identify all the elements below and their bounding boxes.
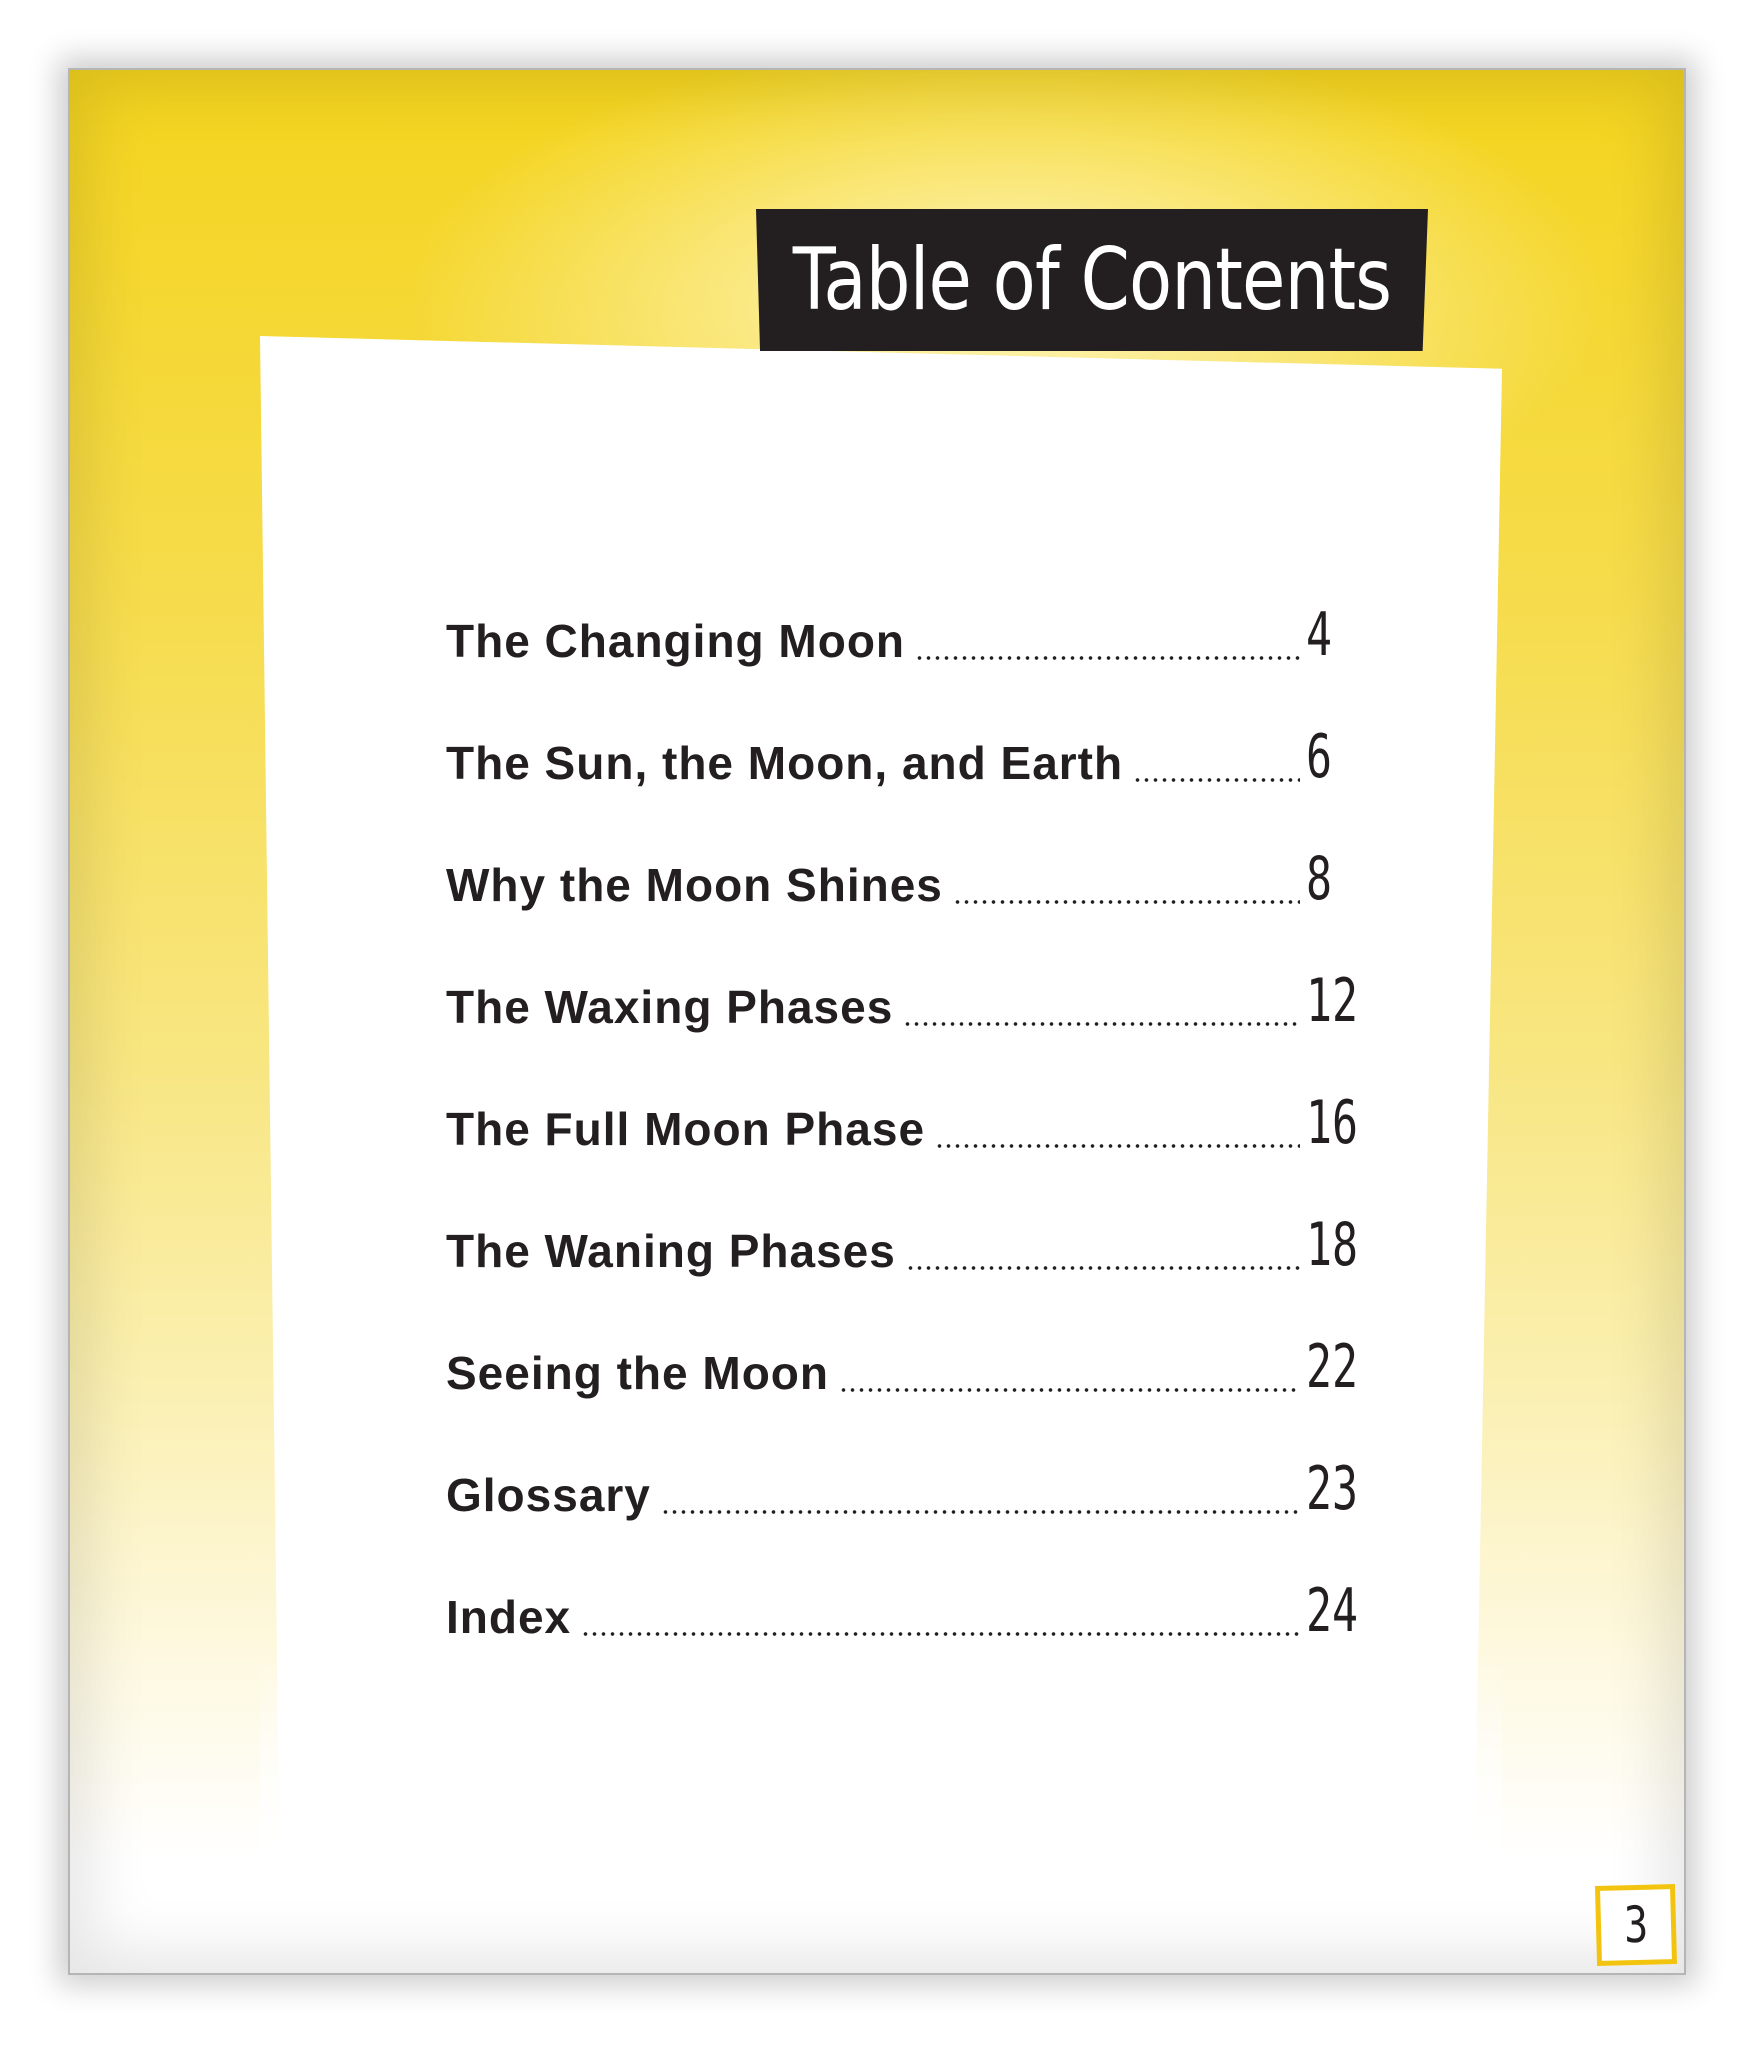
toc-entry[interactable] [446, 560, 1376, 682]
toc-leader-dots [581, 1632, 1300, 1636]
toc-entry-title: The Changing Moon [446, 615, 906, 667]
toc-leader-dots [915, 656, 1300, 660]
toc-entry-page: 6 [1306, 722, 1333, 792]
toc-entry[interactable] [446, 682, 1376, 804]
toc-entry[interactable] [446, 1170, 1376, 1292]
toc-entry[interactable] [446, 1292, 1376, 1414]
table-of-contents [446, 560, 1376, 1658]
paper-fade [260, 1650, 1502, 1975]
toc-entry-page: 18 [1306, 1210, 1359, 1280]
toc-entry[interactable] [446, 926, 1376, 1048]
page-title: Table of Contents [792, 230, 1392, 330]
toc-entry-title: The Waning Phases [446, 1225, 896, 1277]
toc-entry-page: 16 [1306, 1088, 1359, 1158]
toc-entry-title: Seeing the Moon [446, 1347, 829, 1399]
toc-entry[interactable] [446, 1414, 1376, 1536]
page-number-box [1595, 1884, 1677, 1966]
toc-entry[interactable] [446, 804, 1376, 926]
toc-leader-dots [953, 900, 1300, 904]
toc-leader-dots [661, 1510, 1300, 1514]
toc-entry[interactable] [446, 1536, 1376, 1658]
toc-leader-dots [903, 1022, 1300, 1026]
book-page [68, 68, 1686, 1975]
toc-entry-title: The Full Moon Phase [446, 1103, 926, 1155]
page-number: 3 [1623, 1895, 1649, 1955]
toc-entry-title: Glossary [446, 1469, 651, 1521]
toc-entry-page: 8 [1306, 844, 1333, 914]
toc-leader-dots [935, 1144, 1300, 1148]
toc-leader-dots [839, 1388, 1300, 1392]
toc-entry-page: 4 [1306, 600, 1333, 670]
toc-entry-title: The Waxing Phases [446, 981, 894, 1033]
toc-entry-page: 24 [1306, 1576, 1359, 1646]
toc-entry-title: Index [446, 1591, 572, 1643]
toc-entry-title: The Sun, the Moon, and Earth [446, 737, 1124, 789]
toc-entry[interactable] [446, 1048, 1376, 1170]
toc-leader-dots [1133, 778, 1300, 782]
toc-leader-dots [906, 1266, 1300, 1270]
toc-entry-page: 22 [1306, 1332, 1359, 1402]
toc-entry-page: 23 [1306, 1454, 1359, 1524]
toc-entry-page: 12 [1306, 966, 1359, 1036]
toc-entry-title: Why the Moon Shines [446, 859, 943, 911]
